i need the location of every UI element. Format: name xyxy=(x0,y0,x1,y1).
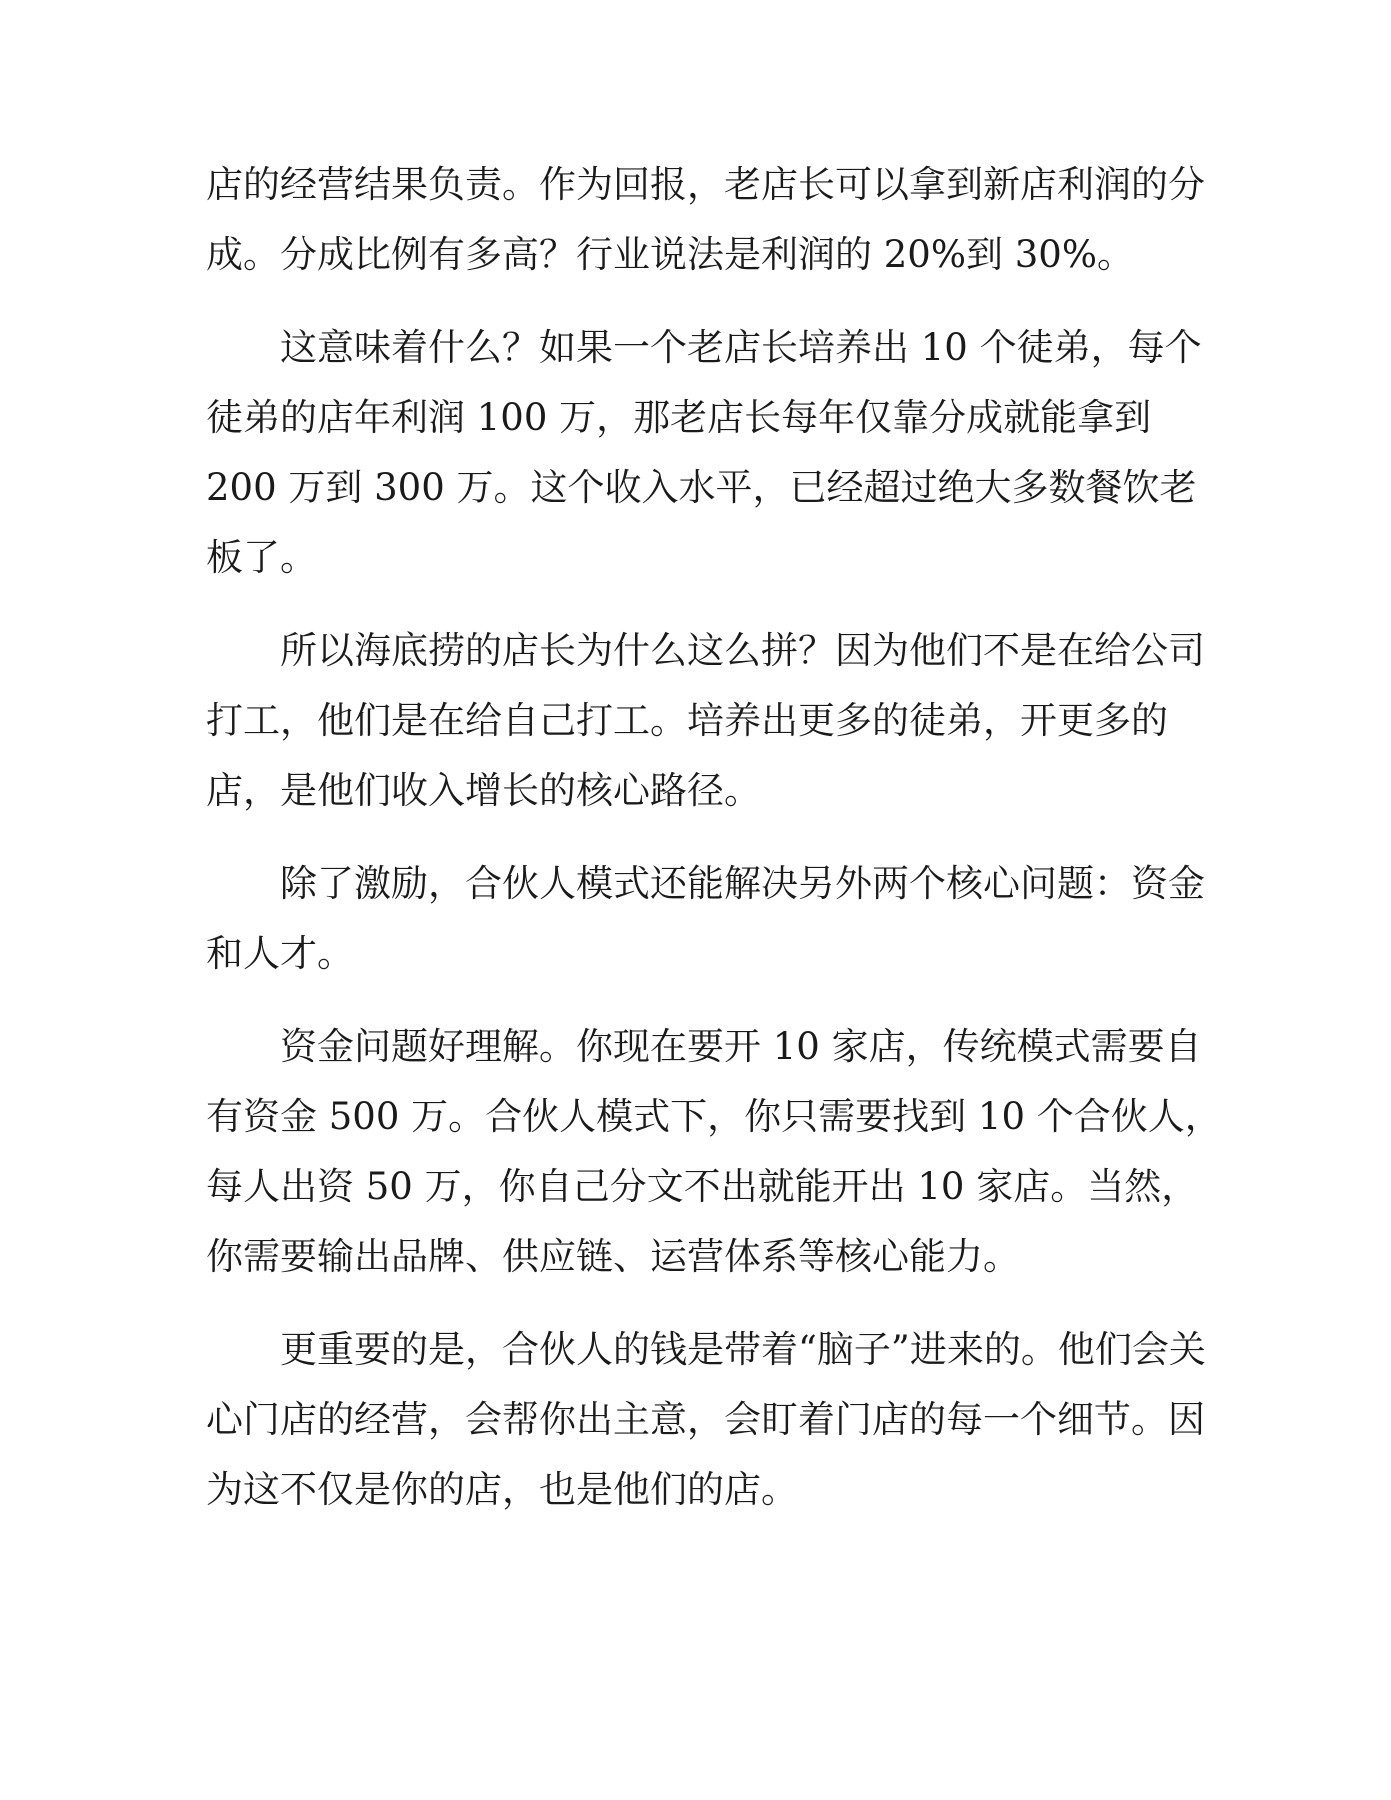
paragraph-6 xyxy=(206,1315,1206,1525)
text-line: 200 万到 300 万。这个收入水平，已经超过绝大多数餐饮老 xyxy=(206,466,1197,509)
text-line: 心门店的经营，会帮你出主意，会盯着门店的每一个细节。因 xyxy=(206,1398,1205,1441)
text-line: 成。分成比例有多高？行业说法是利润的 20%到 30%。 xyxy=(206,233,1134,276)
text-line: 除了激励，合伙人模式还能解决另外两个核心问题：资金 xyxy=(280,862,1205,905)
text-line: 店的经营结果负责。作为回报，老店长可以拿到新店利润的分 xyxy=(206,163,1205,206)
text-line: 店，是他们收入增长的核心路径。 xyxy=(206,769,761,812)
paragraph-1 xyxy=(206,150,1205,290)
text-line: 徒弟的店年利润 100 万，那老店长每年仅靠分成就能拿到 xyxy=(206,396,1152,439)
text-line: 为这不仅是你的店，也是他们的店。 xyxy=(206,1468,798,1511)
text-line: 更重要的是，合伙人的钱是带着“脑子”进来的。他们会关 xyxy=(280,1328,1206,1371)
text-line: 每人出资 50 万，你自己分文不出就能开出 10 家店。当然， xyxy=(206,1165,1199,1208)
text-line: 板了。 xyxy=(206,536,317,579)
text-line: 你需要输出品牌、供应链、运营体系等核心能力。 xyxy=(206,1235,1020,1278)
paragraph-2 xyxy=(206,313,1202,593)
text-line: 有资金 500 万。合伙人模式下，你只需要找到 10 个合伙人， xyxy=(206,1095,1222,1138)
text-line: 资金问题好理解。你现在要开 10 家店，传统模式需要自 xyxy=(280,1025,1202,1068)
text-line: 这意味着什么？如果一个老店长培养出 10 个徒弟，每个 xyxy=(280,326,1202,369)
text-line: 和人才。 xyxy=(206,932,354,975)
paragraph-5 xyxy=(206,1012,1222,1292)
text-line: 打工，他们是在给自己打工。培养出更多的徒弟，开更多的 xyxy=(206,699,1168,742)
text-line: 所以海底捞的店长为什么这么拼？因为他们不是在给公司 xyxy=(280,629,1205,672)
paragraph-4 xyxy=(206,849,1205,989)
paragraph-3 xyxy=(206,616,1205,826)
body-text xyxy=(206,150,1222,1525)
